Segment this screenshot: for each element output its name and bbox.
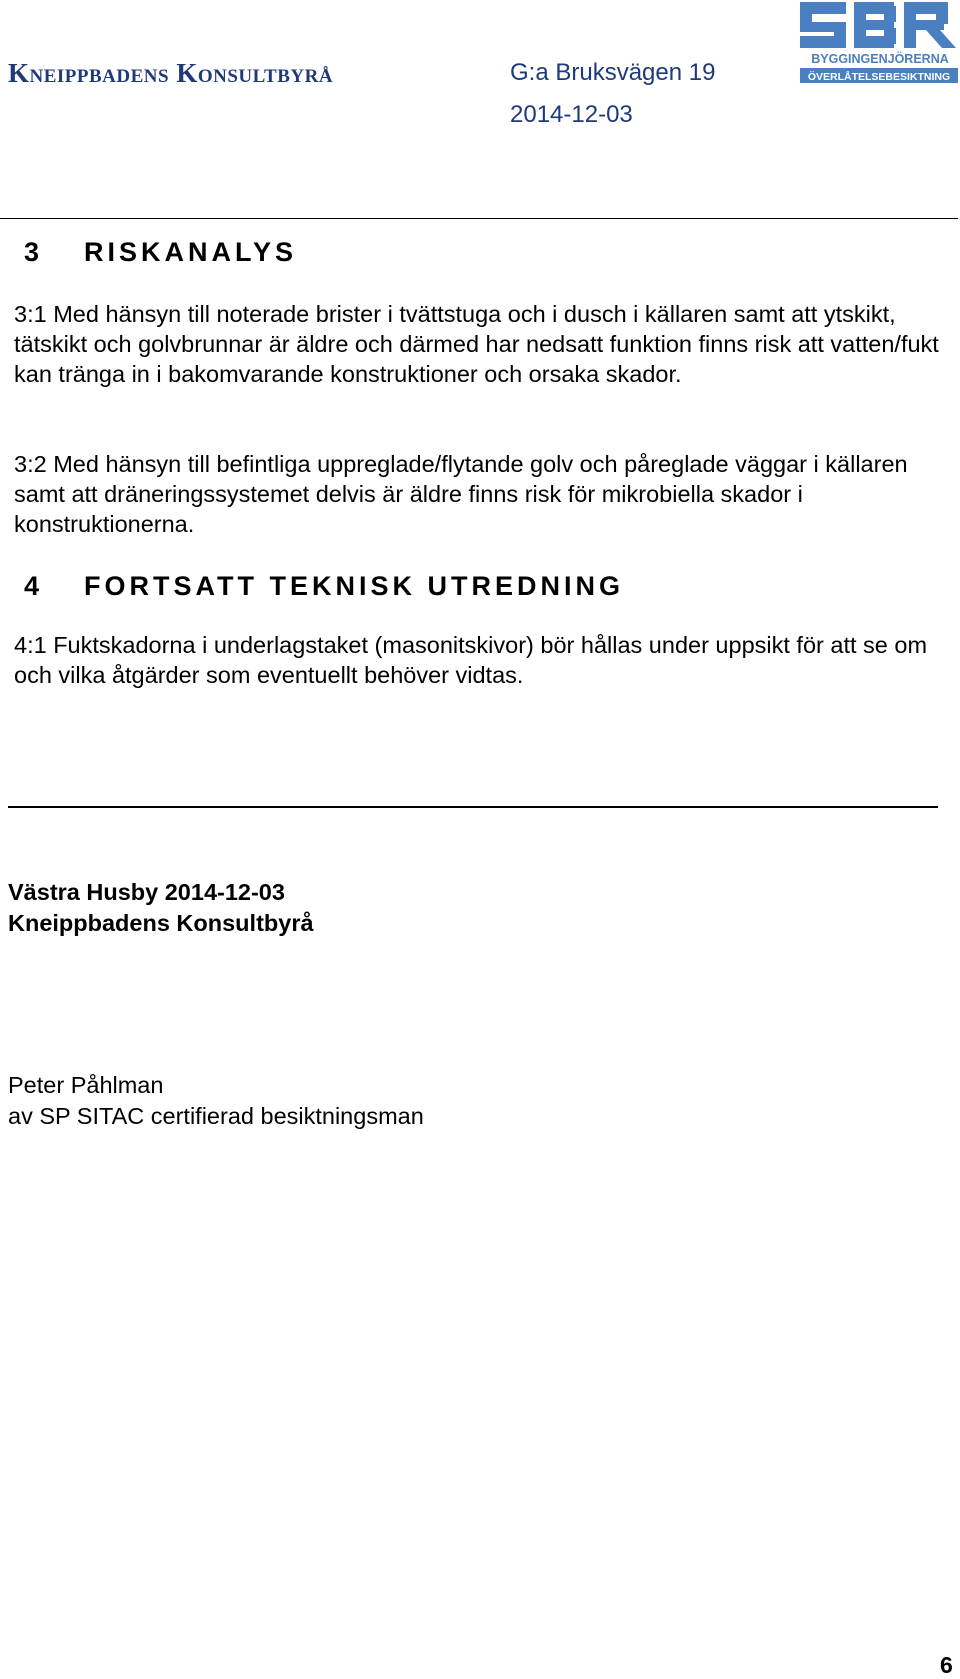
signature-line	[8, 806, 938, 808]
section-heading-3	[24, 237, 297, 268]
closing-company: Kneippbadens Konsultbyrå	[8, 910, 314, 936]
section-number: 4	[24, 571, 40, 601]
page-number: 6	[940, 1652, 953, 1678]
logo-line1: BYGGINGENJÖRERNA	[811, 52, 949, 66]
signer-name: Peter Påhlman	[8, 1072, 164, 1098]
paragraph-3-1: 3:1 Med hänsyn till noterade brister i tvättstuga och i dusch i källaren samt att ytskikt, tätskikt och golvbrunnar är äldre och därmed har nedsatt funktion finns risk att vatten/fukt kan tränga in i bakomvarande konstruktioner och orsaka skador.	[14, 301, 939, 387]
logo-line2: ÖVERLÅTELSEBESIKTNING	[807, 71, 951, 83]
sbr-logo	[800, 2, 960, 86]
section-heading-4	[24, 571, 624, 602]
closing-place-date: Västra Husby 2014-12-03	[8, 879, 285, 905]
signer-title: av SP SITAC certifierad besiktningsman	[8, 1103, 424, 1129]
paragraph-3-2: 3:2 Med hänsyn till befintliga uppreglade/flytande golv och påreglade väggar i källaren samt att dräneringssystemet delvis är äldre finns risk för mikrobiella skador i konstruktionerna.	[14, 451, 908, 537]
paragraph-4-1: 4:1 Fuktskadorna i underlagstaket (masonitskivor) bör hållas under uppsikt för att se om och vilka åtgärder som eventuellt behöver vidtas.	[14, 632, 928, 688]
section-number: 3	[24, 237, 40, 267]
company-name: Kneippbadens Konsultbyrå	[8, 58, 334, 88]
section-title: RISKANALYS	[84, 237, 298, 267]
address: G:a Bruksvägen 19	[510, 59, 716, 86]
header-divider	[0, 218, 958, 219]
report-date: 2014-12-03	[510, 101, 633, 128]
section-title: FORTSATT TEKNISK UTREDNING	[84, 571, 624, 601]
